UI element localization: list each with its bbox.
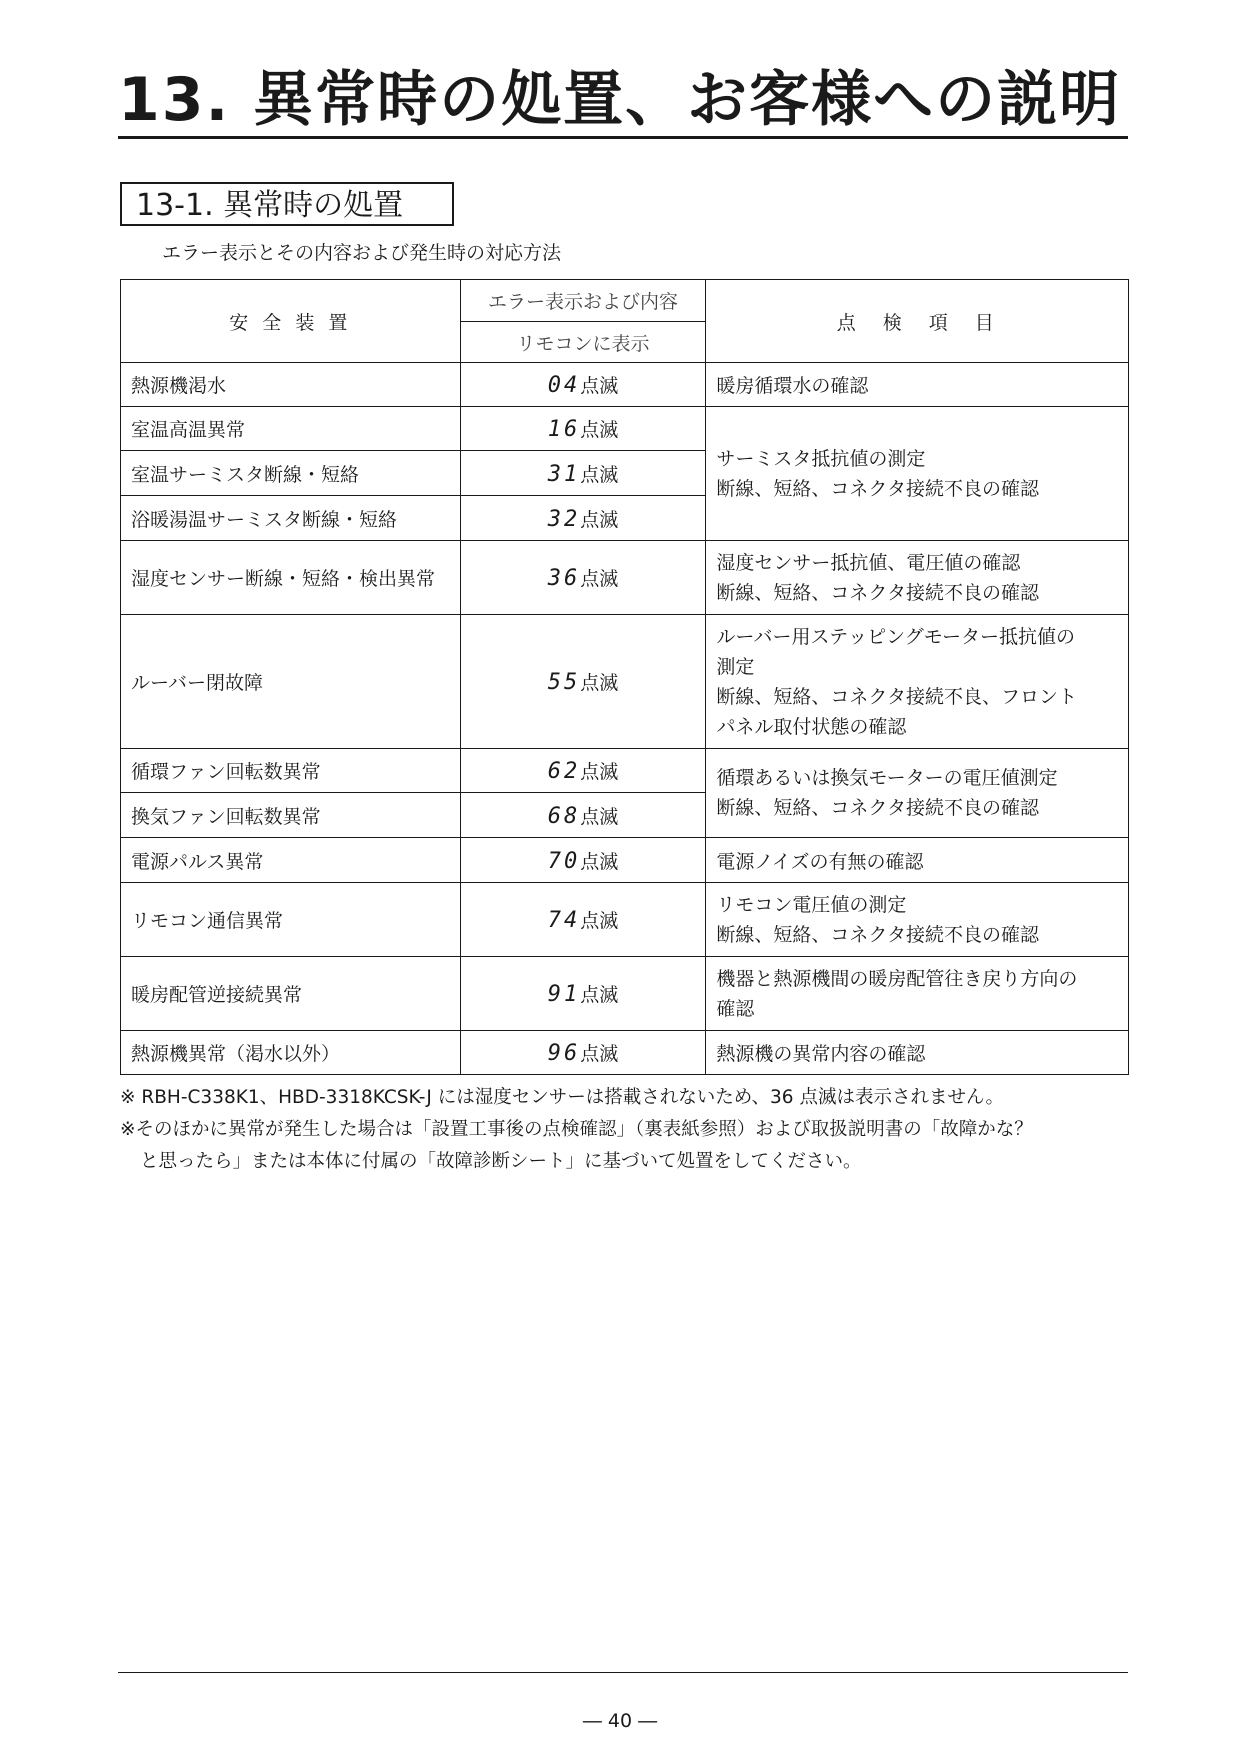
blink-label: 点滅 [580, 508, 619, 531]
code-cell [460, 883, 706, 957]
note-sensor: ※ RBH-C338K1、HBD-3318KCSK-J には湿度センサーは搭載されないため、36 点滅は表示されません。 [120, 1087, 1005, 1108]
blink-label: 点滅 [580, 805, 619, 828]
check-cell: ルーバー用ステッピングモーター抵抗値の 測定 断線、短絡、コネクタ接続不良、フロント パネル取付状態の確認 [706, 615, 1129, 749]
check-cell: 循環あるいは換気モーターの電圧値測定 断線、短絡、コネクタ接続不良の確認 [706, 749, 1129, 838]
blink-label: 点滅 [580, 761, 619, 783]
device-cell: 熱源機渇水 [121, 363, 461, 407]
check-cell: 熱源機の異常内容の確認 [706, 1031, 1129, 1075]
header-check: 点 検 項 目 [706, 280, 1129, 363]
device-cell: 換気ファン回転数異常 [121, 793, 461, 838]
check-cell: 電源ノイズの有無の確認 [706, 838, 1129, 883]
check-cell: サーミスタ抵抗値の測定 断線、短絡、コネクタ接続不良の確認 [706, 407, 1129, 541]
blink-label: 点滅 [580, 375, 619, 397]
header-display: エラー表示および内容 [460, 280, 706, 322]
blink-label: 点滅 [580, 1043, 619, 1065]
blink-label: 点滅 [580, 463, 619, 486]
device-cell: 湿度センサー断線・短絡・検出異常 [121, 541, 461, 615]
footer-rule [118, 1672, 1128, 1673]
error-code: 68 [547, 803, 581, 829]
check-cell: 機器と熱源機間の暖房配管往き戻り方向の 確認 [706, 957, 1129, 1031]
blink-label: 点滅 [580, 568, 619, 590]
blink-label: 点滅 [580, 984, 619, 1006]
error-code: 55 [547, 670, 581, 695]
device-cell: 浴暖湯温サーミスタ断線・短絡 [121, 496, 461, 541]
error-code: 32 [547, 506, 581, 532]
check-cell: 湿度センサー抵抗値、電圧値の確認 断線、短絡、コネクタ接続不良の確認 [706, 541, 1129, 615]
blink-label: 点滅 [580, 419, 619, 441]
error-code: 31 [547, 461, 581, 487]
error-code: 36 [547, 566, 581, 591]
code-cell [460, 957, 706, 1031]
page-number: ― 40 ― [582, 1710, 658, 1732]
blink-label: 点滅 [580, 672, 619, 694]
error-code: 16 [547, 417, 581, 442]
code-cell [460, 541, 706, 615]
code-cell [460, 838, 706, 883]
device-cell: ルーバー閉故障 [121, 615, 461, 749]
error-code: 62 [547, 759, 581, 784]
device-cell: 循環ファン回転数異常 [121, 749, 461, 793]
header-display-sub: リモコンに表示 [460, 322, 706, 363]
page-title: 13. 異常時の処置、お客様への説明 [118, 65, 1122, 135]
check-cell: リモコン電圧値の測定 断線、短絡、コネクタ接続不良の確認 [706, 883, 1129, 957]
device-cell: 室温高温異常 [121, 407, 461, 451]
error-code: 04 [547, 373, 581, 398]
code-cell [460, 451, 706, 496]
blink-label: 点滅 [580, 910, 619, 932]
error-code: 70 [547, 848, 581, 874]
device-cell: 熱源機異常（渇水以外） [121, 1031, 461, 1075]
note-other-line1: ※そのほかに異常が発生した場合は「設置工事後の点検確認」（裏表紙参照）および取扱説明書の「故障かな？ [120, 1119, 1033, 1140]
code-cell [460, 793, 706, 838]
notes [120, 1082, 1135, 1178]
error-code: 96 [547, 1041, 581, 1066]
section-heading: 13-1. 異常時の処置 [120, 182, 454, 226]
device-cell: 暖房配管逆接続異常 [121, 957, 461, 1031]
device-cell: リモコン通信異常 [121, 883, 461, 957]
code-cell [460, 496, 706, 541]
code-cell [460, 1031, 706, 1075]
error-table [120, 279, 1129, 1075]
check-cell: 暖房循環水の確認 [706, 363, 1129, 407]
code-cell [460, 615, 706, 749]
note-other-line2: と思ったら」または本体に付属の「故障診断シート」に基づいて処置をしてください。 [140, 1151, 862, 1172]
header-device: 安 全 装 置 [121, 280, 461, 363]
error-code: 91 [547, 982, 581, 1007]
code-cell [460, 407, 706, 451]
intro-text: エラー表示とその内容および発生時の対応方法 [162, 242, 562, 264]
title-rule [118, 136, 1128, 139]
error-code: 74 [547, 908, 581, 933]
device-cell: 室温サーミスタ断線・短絡 [121, 451, 461, 496]
device-cell: 電源パルス異常 [121, 838, 461, 883]
code-cell [460, 749, 706, 793]
blink-label: 点滅 [580, 850, 619, 873]
code-cell [460, 363, 706, 407]
